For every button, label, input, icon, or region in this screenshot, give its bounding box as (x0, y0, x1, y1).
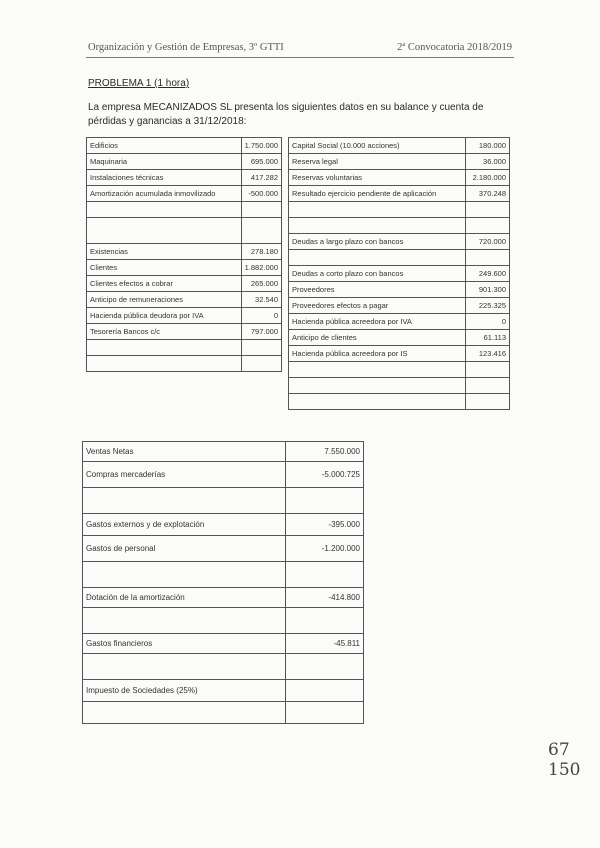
row-value (286, 680, 364, 702)
table-row (87, 356, 282, 372)
row-label: Instalaciones técnicas (87, 170, 242, 186)
row-label: Gastos financieros (83, 634, 286, 654)
row-label: Gastos de personal (83, 536, 286, 562)
row-value: 61.113 (466, 330, 510, 346)
row-value: 36.000 (466, 154, 510, 170)
row-label: Proveedores efectos a pagar (289, 298, 466, 314)
table-row (289, 314, 510, 330)
problem-title: PROBLEMA 1 (1 hora) (88, 78, 190, 89)
row-value: 695.000 (241, 154, 281, 170)
row-value (241, 356, 281, 372)
row-value: -45.811 (286, 634, 364, 654)
row-value: -1.200.000 (286, 536, 364, 562)
row-value (286, 654, 364, 680)
row-label: Maquinaria (87, 154, 242, 170)
row-label (289, 362, 466, 378)
row-value: -5.000.725 (286, 462, 364, 488)
problem-statement: La empresa MECANIZADOS SL presenta los siguientes datos en su balance y cuenta de pérdidas y ganancias a 31/12/2018: (88, 102, 484, 127)
handwritten-note: 67 (548, 740, 570, 760)
row-value (286, 488, 364, 514)
table-row (83, 702, 364, 724)
row-label: Anticipo de clientes (289, 330, 466, 346)
row-label: Edificios (87, 138, 242, 154)
table-row (83, 654, 364, 680)
row-value: 32.540 (241, 292, 281, 308)
table-row (83, 608, 364, 634)
table-row (289, 282, 510, 298)
table-row (87, 324, 282, 340)
table-row (289, 138, 510, 154)
table-row (87, 170, 282, 186)
table-row (289, 154, 510, 170)
row-value: 278.180 (241, 244, 281, 260)
row-value (241, 202, 281, 218)
table-row (83, 562, 364, 588)
row-label: Resultado ejercicio pendiente de aplicación (289, 186, 466, 202)
table-row (289, 218, 510, 234)
table-row (289, 394, 510, 410)
row-value (466, 378, 510, 394)
table-row (87, 218, 282, 244)
row-label: Clientes (87, 260, 242, 276)
row-value: 2.180.000 (466, 170, 510, 186)
table-row (289, 202, 510, 218)
row-value (286, 702, 364, 724)
table-row (87, 202, 282, 218)
row-value: 370.248 (466, 186, 510, 202)
row-value (241, 340, 281, 356)
table-row (87, 308, 282, 324)
row-label: Hacienda pública acreedora por IS (289, 346, 466, 362)
row-value (466, 202, 510, 218)
row-value: 0 (466, 314, 510, 330)
table-row (87, 186, 282, 202)
row-value: 1.750.000 (241, 138, 281, 154)
table-row (289, 170, 510, 186)
row-label: Existencias (87, 244, 242, 260)
row-value: 417.282 (241, 170, 281, 186)
row-value: 249.600 (466, 266, 510, 282)
balance-assets-table (86, 137, 282, 372)
handwritten-note: 150 (548, 760, 581, 780)
table-row (289, 266, 510, 282)
row-label: Clientes efectos a cobrar (87, 276, 242, 292)
row-value: 720.000 (466, 234, 510, 250)
table-row (83, 634, 364, 654)
header-rule (86, 57, 514, 58)
row-value: 0 (241, 308, 281, 324)
row-value: 797.000 (241, 324, 281, 340)
row-label: Reservas voluntarias (289, 170, 466, 186)
row-label: Impuesto de Sociedades (25%) (83, 680, 286, 702)
row-label (83, 702, 286, 724)
row-label (87, 218, 242, 244)
row-label: Proveedores (289, 282, 466, 298)
row-label (87, 340, 242, 356)
table-row (83, 588, 364, 608)
row-value (466, 394, 510, 410)
row-label (289, 218, 466, 234)
row-label (83, 488, 286, 514)
row-label: Amortización acumulada inmovilizado (87, 186, 242, 202)
table-row (83, 514, 364, 536)
row-value: 1.882.000 (241, 260, 281, 276)
table-row (289, 330, 510, 346)
row-value (466, 218, 510, 234)
row-label (83, 562, 286, 588)
row-value (286, 562, 364, 588)
row-label (289, 202, 466, 218)
row-label (289, 378, 466, 394)
row-value: -395.000 (286, 514, 364, 536)
row-label (83, 654, 286, 680)
table-row (289, 186, 510, 202)
table-row (87, 260, 282, 276)
profit-loss-table (82, 441, 364, 724)
row-label (83, 608, 286, 634)
table-row (87, 154, 282, 170)
row-value (466, 250, 510, 266)
row-label: Dotación de la amortización (83, 588, 286, 608)
table-row (87, 340, 282, 356)
table-row (83, 442, 364, 462)
row-value: 225.325 (466, 298, 510, 314)
row-value: 7.550.000 (286, 442, 364, 462)
row-label (289, 250, 466, 266)
row-label: Deudas a corto plazo con bancos (289, 266, 466, 282)
table-row (87, 292, 282, 308)
row-value (241, 218, 281, 244)
row-value: -414.800 (286, 588, 364, 608)
page-header (88, 42, 512, 56)
table-row (83, 536, 364, 562)
row-label (87, 356, 242, 372)
row-label: Compras mercaderías (83, 462, 286, 488)
row-label (87, 202, 242, 218)
balance-liabilities-table (288, 137, 510, 410)
table-row (87, 244, 282, 260)
table-row (289, 234, 510, 250)
row-value (466, 362, 510, 378)
table-row (87, 276, 282, 292)
row-label: Reserva legal (289, 154, 466, 170)
table-row (83, 462, 364, 488)
row-label (289, 394, 466, 410)
table-row (289, 346, 510, 362)
table-row (289, 250, 510, 266)
table-row (83, 488, 364, 514)
exam-session: 2ª Convocatoria 2018/2019 (397, 42, 512, 53)
row-value: 265.000 (241, 276, 281, 292)
row-value: 123.416 (466, 346, 510, 362)
row-value: -500.000 (241, 186, 281, 202)
row-label: Anticipo de remuneraciones (87, 292, 242, 308)
row-label: Ventas Netas (83, 442, 286, 462)
row-label: Deudas a largo plazo con bancos (289, 234, 466, 250)
row-label: Tesorería Bancos c/c (87, 324, 242, 340)
row-label: Capital Social (10.000 acciones) (289, 138, 466, 154)
table-row (87, 138, 282, 154)
course-title: Organización y Gestión de Empresas, 3º GTTI (88, 42, 284, 53)
table-row (289, 362, 510, 378)
row-value: 180.000 (466, 138, 510, 154)
row-value: 901.300 (466, 282, 510, 298)
row-label: Gastos externos y de explotación (83, 514, 286, 536)
handwritten-notes (548, 740, 588, 780)
table-row (83, 680, 364, 702)
row-label: Hacienda pública deudora por IVA (87, 308, 242, 324)
row-label: Hacienda pública acreedora por IVA (289, 314, 466, 330)
table-row (289, 298, 510, 314)
row-value (286, 608, 364, 634)
table-row (289, 378, 510, 394)
